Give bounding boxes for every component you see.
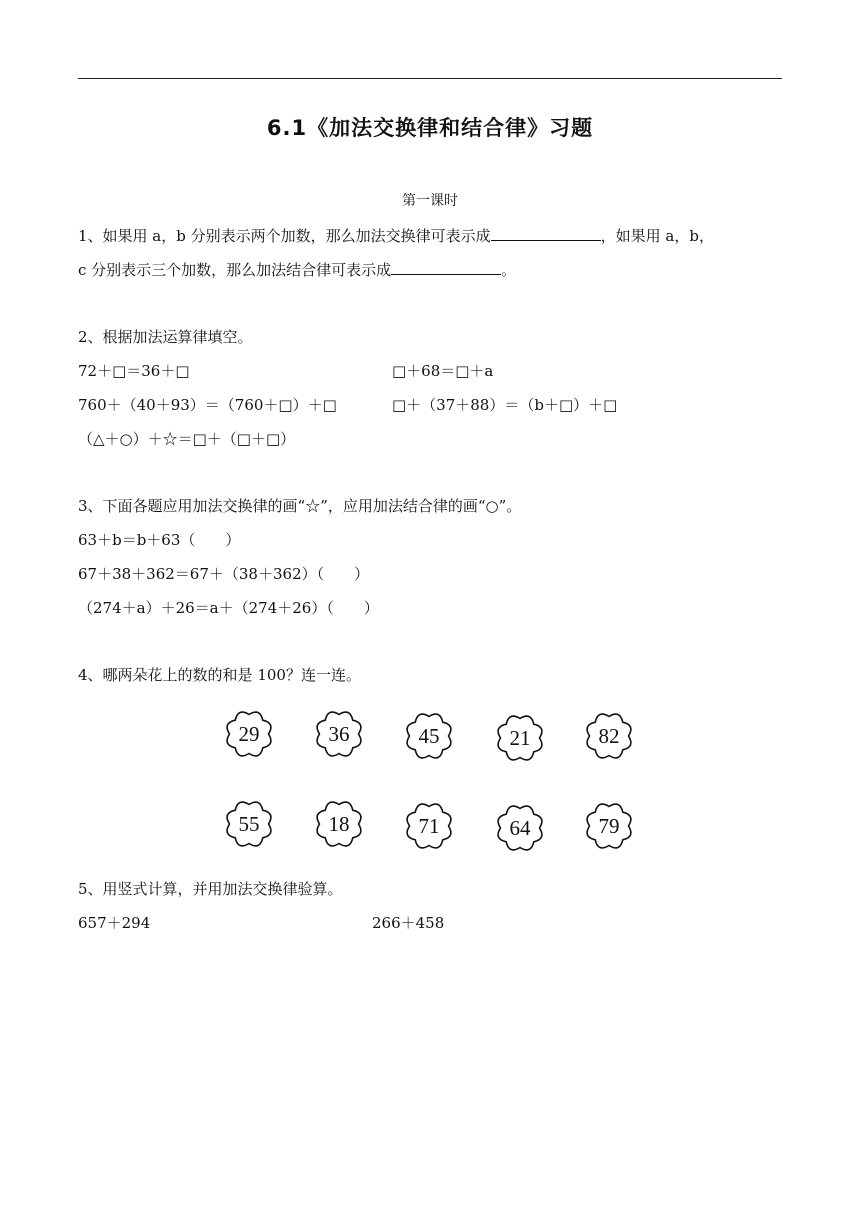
flower-number: 55: [238, 811, 260, 836]
page-title: 6.1《加法交换律和结合律》习题: [266, 116, 594, 140]
q2-item-5: （△＋○）＋☆＝□＋（□＋□）: [78, 430, 296, 448]
q3-item-3: （274＋a）＋26＝a＋（274＋26）（ ）: [78, 599, 379, 617]
q1-text-4: 。: [501, 261, 517, 279]
q3-item-2: 67＋38＋362＝67＋（38＋362）（ ）: [78, 565, 370, 583]
flower-bottom-5[interactable]: [583, 800, 635, 852]
flower-number: 71: [418, 813, 440, 838]
q3-heading: 3、下面各题应用加法交换律的画“☆”，应用加法结合律的画“○”。: [78, 497, 522, 515]
flower-top-4[interactable]: [494, 712, 546, 764]
flower-bottom-1[interactable]: [223, 798, 275, 850]
q1-text-1: 1、如果用 a，b 分别表示两个加数，那么加法交换律可表示成: [78, 227, 491, 245]
q2-item-3: 760＋（40＋93）＝（760＋□）＋□: [78, 396, 337, 414]
q2-item-1: 72＋□＝36＋□: [78, 362, 190, 380]
flower-number: 45: [418, 723, 440, 748]
flower-number: 18: [328, 811, 350, 836]
q1-blank-2[interactable]: [391, 260, 501, 275]
q1-line-1: [78, 225, 714, 246]
q3-item-1: 63＋b＝b＋63（ ）: [78, 531, 241, 549]
flower-top-3[interactable]: [403, 710, 455, 762]
q1-blank-1[interactable]: [491, 226, 601, 241]
q1-text-2: ，如果用 a，b，: [600, 227, 714, 245]
flower-number: 29: [238, 721, 260, 746]
q5-item-2: 266＋458: [372, 914, 445, 932]
header-rule: [78, 78, 782, 79]
flower-bottom-4[interactable]: [494, 802, 546, 854]
q5-heading: 5、用竖式计算，并用加法交换律验算。: [78, 880, 343, 898]
flower-number: 64: [509, 815, 531, 840]
flower-number: 79: [598, 813, 620, 838]
flower-number: 21: [509, 725, 531, 750]
flower-bottom-3[interactable]: [403, 800, 455, 852]
q5-item-1: 657＋294: [78, 914, 151, 932]
q4-heading: 4、哪两朵花上的数的和是 100？连一连。: [78, 666, 361, 684]
flower-top-2[interactable]: [313, 708, 365, 760]
page-subtitle: 第一课时: [402, 193, 458, 209]
q2-item-4: □＋（37＋88）＝（b＋□）＋□: [392, 396, 618, 414]
flower-bottom-2[interactable]: [313, 798, 365, 850]
flower-number: 82: [598, 723, 620, 748]
q2-item-2: □＋68＝□＋a: [392, 362, 494, 380]
q1-line-2: [78, 259, 516, 280]
flower-top-1[interactable]: [223, 708, 275, 760]
q2-heading: 2、根据加法运算律填空。: [78, 328, 253, 346]
flower-top-5[interactable]: [583, 710, 635, 762]
q1-text-3: c 分别表示三个加数，那么加法结合律可表示成: [78, 261, 392, 279]
flower-number: 36: [328, 721, 350, 746]
